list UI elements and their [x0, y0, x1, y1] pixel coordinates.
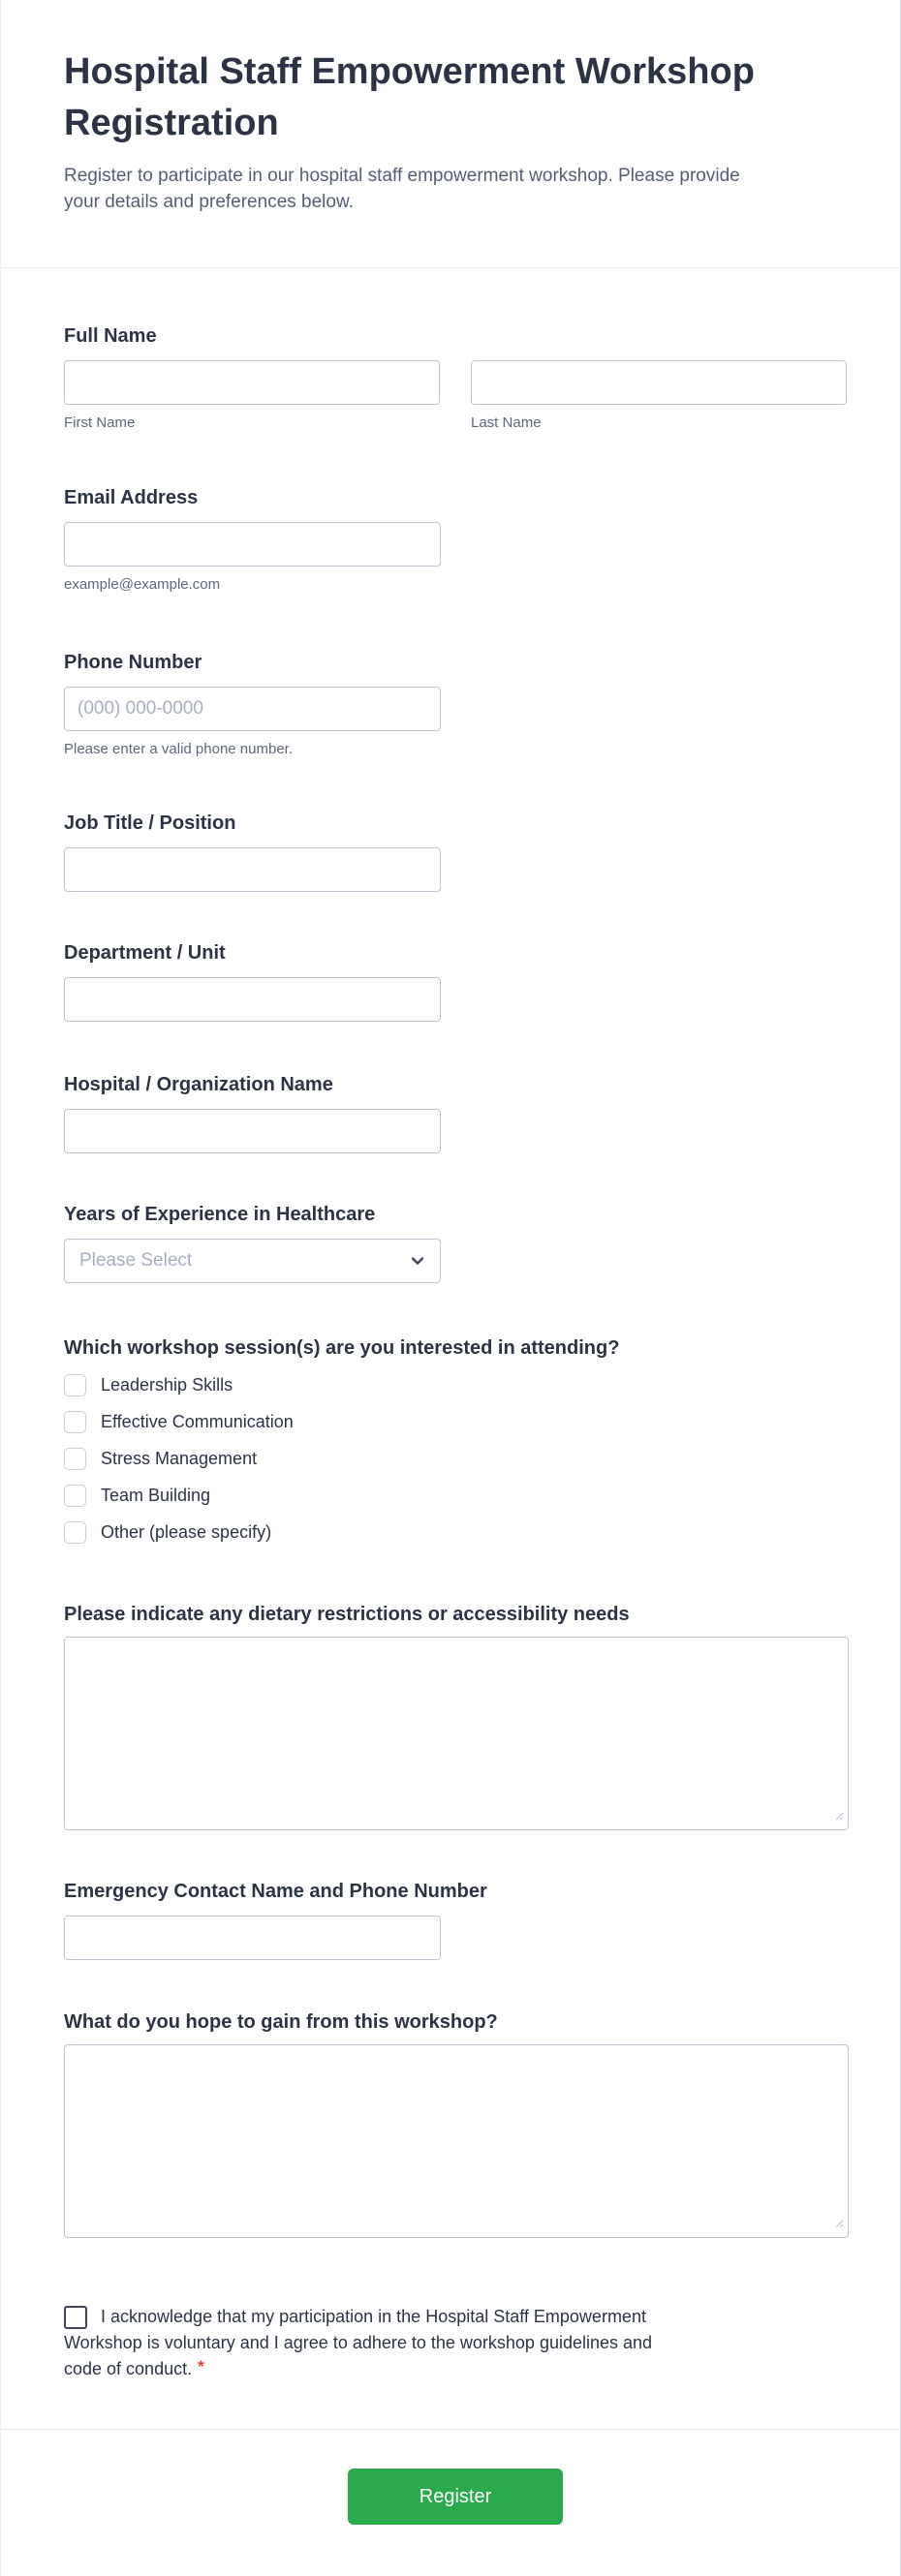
session-option-label: Effective Communication: [101, 1412, 294, 1431]
acknowledgment-checkbox[interactable]: [64, 2306, 87, 2329]
acknowledgment-line2: Workshop is voluntary and I agree to adhere to the workshop guidelines and: [64, 2333, 653, 2352]
email-label: Email Address: [64, 487, 199, 508]
emergency-contact-label: Emergency Contact Name and Phone Number: [64, 1881, 487, 1902]
last-name-col: [471, 360, 847, 432]
field-job-title: [64, 811, 847, 892]
dietary-textarea-wrap: [64, 1637, 849, 1830]
checkbox-icon[interactable]: [64, 1521, 86, 1544]
checkbox-icon[interactable]: [64, 1374, 86, 1396]
session-option-leadership[interactable]: [64, 1374, 847, 1396]
chevron-down-icon: [410, 1253, 425, 1269]
form-subtitle-line2: your details and preferences below.: [64, 192, 354, 212]
required-asterisk: *: [198, 2357, 204, 2376]
email-sublabel: example@example.com: [64, 576, 221, 593]
job-title-input[interactable]: [64, 847, 441, 892]
session-option-label: Team Building: [101, 1486, 211, 1505]
last-name-input[interactable]: [471, 360, 847, 405]
job-title-label: Job Title / Position: [64, 813, 236, 834]
gain-textarea[interactable]: [64, 2044, 849, 2238]
session-option-communication[interactable]: [64, 1411, 847, 1433]
page-title: [64, 46, 847, 149]
register-button[interactable]: Register: [348, 2469, 563, 2525]
session-option-label: Leadership Skills: [101, 1375, 233, 1395]
field-gain: [64, 2009, 847, 2238]
last-name-sublabel: Last Name: [471, 414, 542, 431]
form-footer: [64, 2430, 847, 2574]
session-option-team-building[interactable]: [64, 1485, 847, 1507]
form-body: [1, 323, 900, 2574]
hospital-label: Hospital / Organization Name: [64, 1074, 333, 1095]
hospital-input[interactable]: [64, 1109, 441, 1153]
experience-label: Years of Experience in Healthcare: [64, 1204, 376, 1225]
full-name-row: [64, 360, 847, 432]
field-hospital: [64, 1072, 847, 1153]
experience-select[interactable]: [64, 1239, 441, 1283]
page-title-line1: Hospital Staff Empowerment Workshop: [64, 51, 755, 92]
first-name-sublabel: First Name: [64, 414, 136, 431]
field-department: [64, 940, 847, 1022]
checkbox-icon[interactable]: [64, 1448, 86, 1470]
form-subtitle: [64, 163, 847, 215]
gain-label: What do you hope to gain from this workshop?: [64, 2011, 498, 2033]
email-input[interactable]: [64, 522, 441, 567]
session-option-label: Stress Management: [101, 1449, 258, 1468]
session-option-label: Other (please specify): [101, 1522, 272, 1542]
field-emergency-contact: [64, 1879, 847, 1960]
phone-label: Phone Number: [64, 652, 202, 673]
acknowledgment-line1: I acknowledge that my participation in the Hospital Staff Empowerment: [101, 2307, 646, 2326]
field-phone: [64, 650, 847, 758]
field-full-name: [64, 323, 847, 432]
checkbox-icon[interactable]: [64, 1411, 86, 1433]
acknowledgment-line3: [64, 2356, 847, 2382]
experience-select-value: Please Select: [79, 1250, 193, 1271]
page-title-line2: Registration: [64, 103, 279, 143]
form-header: [1, 0, 900, 268]
session-option-stress[interactable]: [64, 1448, 847, 1470]
department-input[interactable]: [64, 977, 441, 1022]
field-email: [64, 485, 847, 594]
phone-sublabel: Please enter a valid phone number.: [64, 741, 293, 757]
dietary-label: Please indicate any dietary restrictions or accessibility needs: [64, 1604, 630, 1625]
gain-textarea-wrap: [64, 2044, 849, 2238]
sessions-label: Which workshop session(s) are you interested in attending?: [64, 1337, 620, 1359]
field-experience: [64, 1202, 847, 1283]
dietary-textarea[interactable]: [64, 1637, 849, 1830]
acknowledgment-line3-text: code of conduct.: [64, 2359, 193, 2378]
full-name-label: Full Name: [64, 325, 157, 347]
first-name-col: [64, 360, 440, 432]
first-name-input[interactable]: [64, 360, 440, 405]
session-option-other[interactable]: [64, 1521, 847, 1544]
emergency-contact-input[interactable]: [64, 1916, 441, 1960]
form-subtitle-line1: Register to participate in our hospital staff empowerment workshop. Please provide: [64, 166, 740, 186]
phone-input[interactable]: [64, 687, 441, 731]
checkbox-icon[interactable]: [64, 1485, 86, 1507]
department-label: Department / Unit: [64, 942, 226, 964]
field-acknowledgment: [64, 2304, 847, 2382]
field-sessions: [64, 1335, 847, 1544]
field-dietary: [64, 1602, 847, 1830]
acknowledgment-text: [64, 2304, 847, 2382]
